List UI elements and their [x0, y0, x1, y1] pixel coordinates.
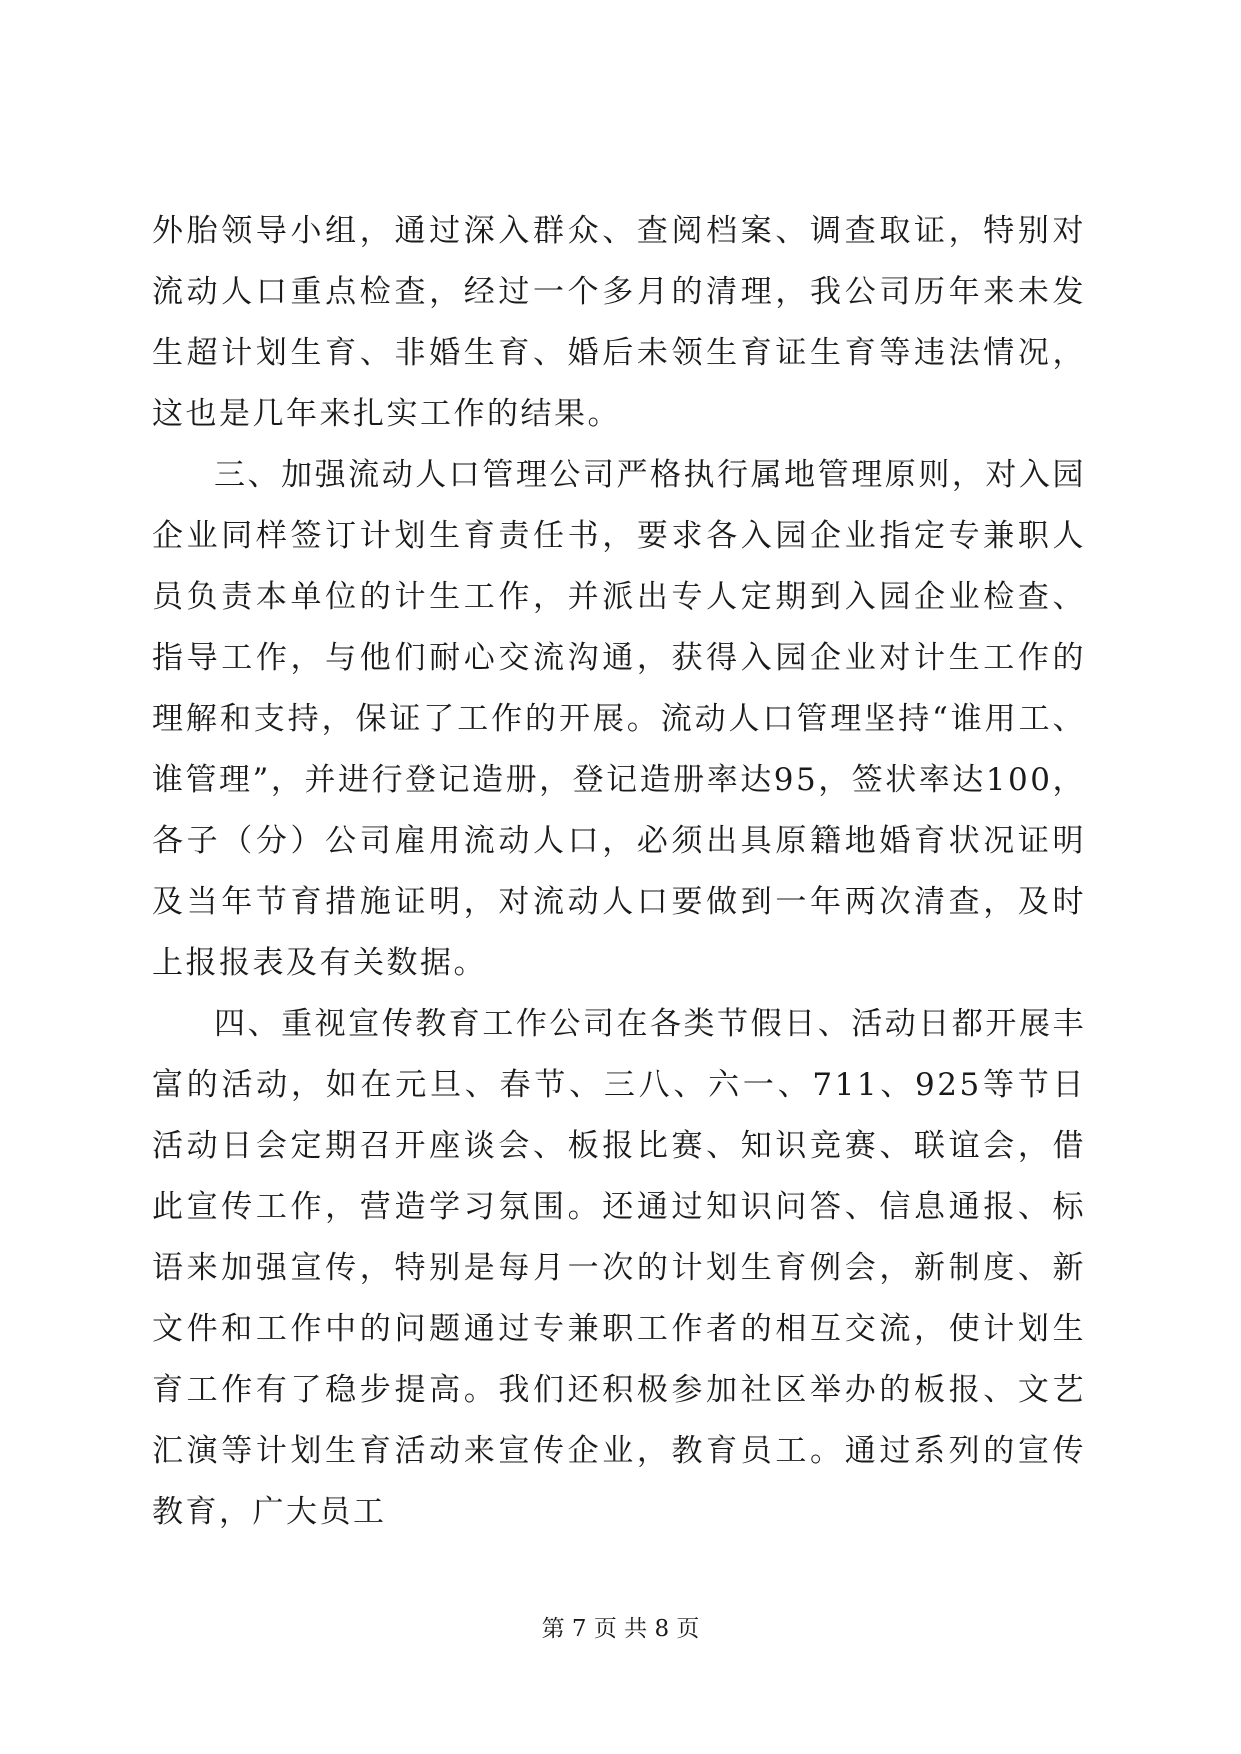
paragraph-2: 三、加强流动人口管理公司严格执行属地管理原则，对入园企业同样签订计划生育责任书，要求各入园企业指定专兼职人员负责本单位的计生工作，并派出专人定期到入园企业检查、指导工作，与他们耐心交流沟通，获得入园企业对计生工作的理解和支持，保证了工作的开展。流动人口管理坚持“谁用工、谁管理”，并进行登记造册，登记造册率达95，签状率达100，各子（分）公司雇用流动人口，必须出具原籍地婚育状况证明及当年节育措施证明，对流动人口要做到一年两次清查，及时上报报表及有关数据。 [152, 457, 1086, 981]
page-footer: 第 7 页 共 8 页 [541, 1616, 700, 1642]
body-text [152, 201, 1086, 1543]
paragraph-1: 外胎领导小组，通过深入群众、查阅档案、调查取证，特别对流动人口重点检查，经过一个多月的清理，我公司历年来未发生超计划生育、非婚生育、婚后未领生育证生育等违法情况，这也是几年来扎实工作的结果。 [152, 213, 1086, 432]
paragraph-3: 四、重视宣传教育工作公司在各类节假日、活动日都开展丰富的活动，如在元旦、春节、三八、六一、711、925等节日活动日会定期召开座谈会、板报比赛、知识竞赛、联谊会，借此宣传工作，营造学习氛围。还通过知识问答、信息通报、标语来加强宣传，特别是每月一次的计划生育例会，新制度、新文件和工作中的问题通过专兼职工作者的相互交流，使计划生育工作有了稳步提高。我们还积极参加社区举办的板报、文艺汇演等计划生育活动来宣传企业，教育员工。通过系列的宣传教育，广大员工 [152, 1006, 1086, 1530]
